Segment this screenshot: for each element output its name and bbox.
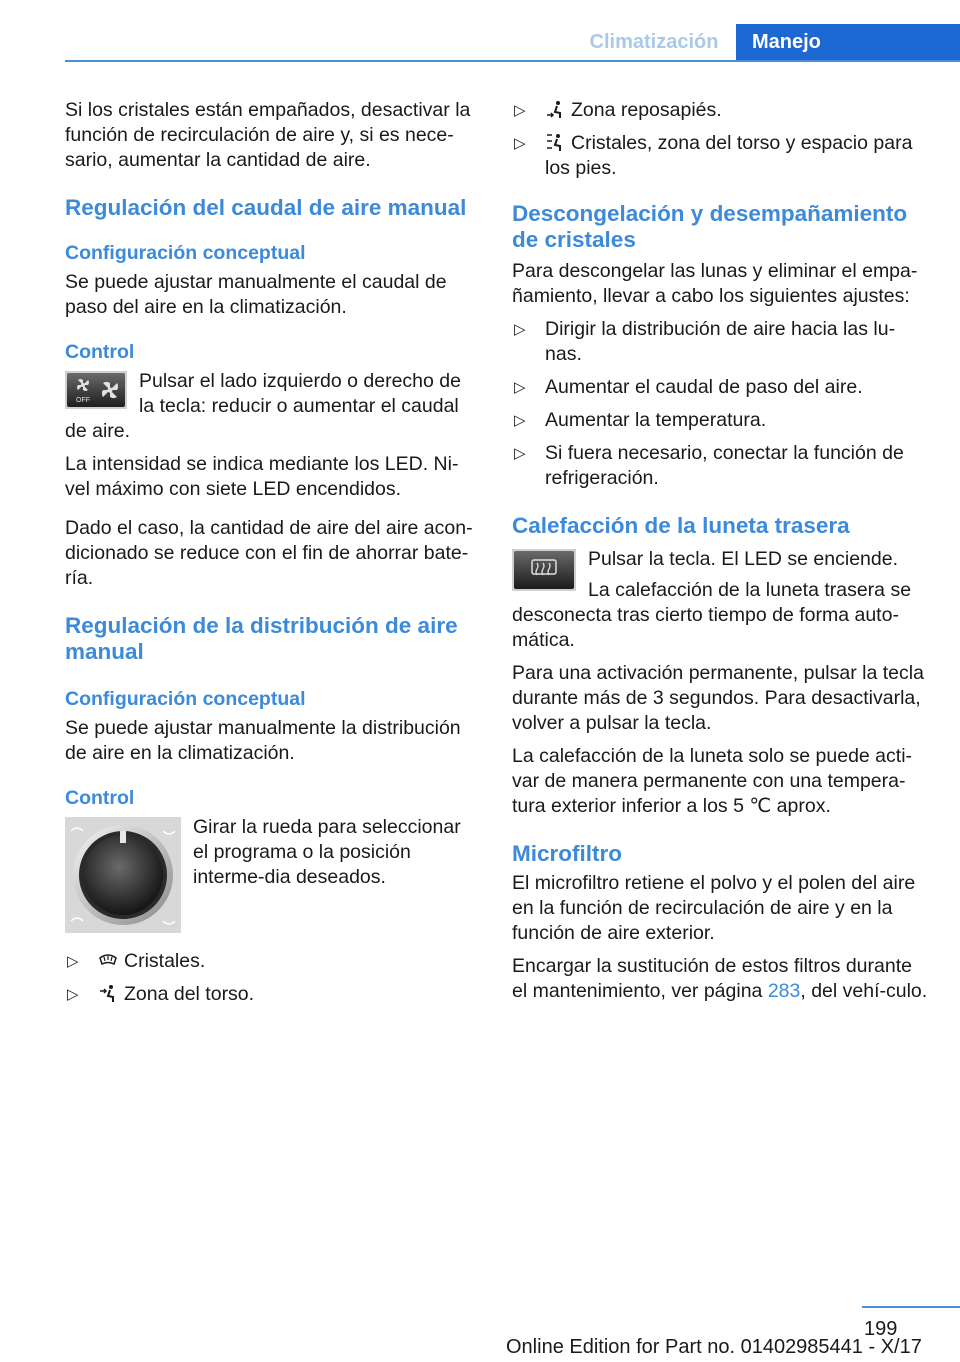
footer-rule [862,1306,960,1308]
triangle-bullet-icon: ▷ [514,445,526,462]
triangle-bullet-icon: ▷ [514,102,526,119]
list-item: ▷ Aumentar la temperatura. [514,409,767,431]
paragraph-led: La intensidad se indica mediante los LED. Ni‐vel máximo con siete LED encendidos. [65,453,459,500]
paragraph-control-2: Girar la rueda para seleccionar el programa o la posición interme‐dia deseados. [193,816,461,888]
triangle-bullet-icon: ▷ [514,412,526,429]
triangle-bullet-icon: ▷ [514,379,526,396]
heading-concept-2: Configuración conceptual [65,688,306,710]
distribution-list-left [65,949,480,1007]
fan-button-icon [65,371,127,409]
heading-luneta: Calefacción de la luneta trasera [512,513,850,538]
left-column [65,98,480,1015]
distribution-knob-icon [65,817,181,933]
paragraph-luneta-1: Pulsar la tecla. El LED se enciende. [588,548,899,570]
heading-control-2: Control [65,787,135,809]
heading-control-1: Control [65,341,135,363]
list-item: ▷ Zona reposapiés. [514,99,722,121]
list-item: ▷ Aumentar el caudal de paso del aire. [514,376,863,398]
paragraph-concept-2: Se puede ajustar manualmente la distribución de aire en la climatización. [65,717,461,764]
header-tab-manejo[interactable]: Manejo [736,24,960,62]
svg-text:OFF: OFF [76,397,90,404]
distribution-list-right [512,98,930,181]
paragraph-luneta-2: La calefacción de la luneta trasera se desconecta tras cierto tiempo de forma auto‐mática. [512,579,912,651]
heading-microfiltro: Microfiltro [512,841,622,866]
paragraph-microfiltro-1: El microfiltro retiene el polvo y el polen del aire en la función de recirculación de aire y en la función de aire exterior. [512,872,916,944]
header-rule [65,60,960,62]
paragraph-luneta-3: Para una activación permanente, pulsar la tecla durante más de 3 segundos. Para desactivarla, volver a pulsar la tecla. [512,662,924,734]
triangle-bullet-icon: ▷ [67,986,79,1003]
list-item: ▷ Zona del torso. [67,983,255,1005]
intro-paragraph: Si los cristales están empañados, desactivar la función de recirculación de aire y, si es nece‐sario, aumentar la cantidad de aire. [65,99,471,171]
triangle-bullet-icon: ▷ [514,135,526,152]
page-reference-link[interactable]: 283 [767,980,801,1002]
paragraph-bateria: Dado el caso, la cantidad de aire del aire acon‐dicionado se reduce con el fin de ahorrar bate‐ría. [65,517,473,589]
list-item: ▷ Cristales, zona del torso y espacio para los pies. [514,132,913,179]
heading-caudal: Regulación del caudal de aire manual [65,195,467,220]
control-2-block [65,815,480,935]
page-header [0,24,960,62]
right-column [512,98,930,1012]
page-number: 199 [864,1318,898,1340]
paragraph-control-1: Pulsar el lado izquierdo o derecho de la tecla: reducir o aumentar el caudal de aire. [65,370,461,442]
heading-concept-1: Configuración conceptual [65,242,306,264]
heading-descongelacion: Descongelación y desempañamiento de cristales [512,201,908,252]
footwell-airflow-icon [545,99,565,119]
paragraph-concept-1: Se puede ajustar manualmente el caudal de paso del aire en la climatización. [65,271,447,318]
rear-defrost-block [512,547,930,653]
control-1-block [65,369,480,444]
torso-airflow-icon [98,983,118,1003]
list-item: ▷ Dirigir la distribución de aire hacia las lu‐nas. [514,318,896,365]
paragraph-descongelacion: Para descongelar las lunas y eliminar el empa‐ñamiento, llevar a cabo los siguientes ajustes: [512,260,918,307]
edition-footer: Online Edition for Part no. 01402985441 - X/17 [506,1336,922,1358]
paragraph-luneta-4: La calefacción de la luneta solo se puede acti‐var de manera permanente con una tempera‐tura exterior inferior a los 5 ℃ aprox. [512,745,913,817]
rear-window-defrost-button-icon [512,549,576,591]
paragraph-microfiltro-2: Encargar la sustitución de estos filtros durante el mantenimiento, ver página 283, del vehí‐culo. [512,955,928,1002]
list-item: ▷ Si fuera necesario, conectar la función de refrigeración. [514,442,904,489]
heading-distribucion: Regulación de la distribución de aire manual [65,613,458,664]
windshield-icon [98,950,118,970]
all-zones-airflow-icon [545,132,565,152]
header-section-title: Climatización [589,31,719,53]
triangle-bullet-icon: ▷ [514,321,526,338]
triangle-bullet-icon: ▷ [67,953,79,970]
list-item: ▷ Cristales. [67,950,206,972]
defrost-steps-list [512,317,930,491]
